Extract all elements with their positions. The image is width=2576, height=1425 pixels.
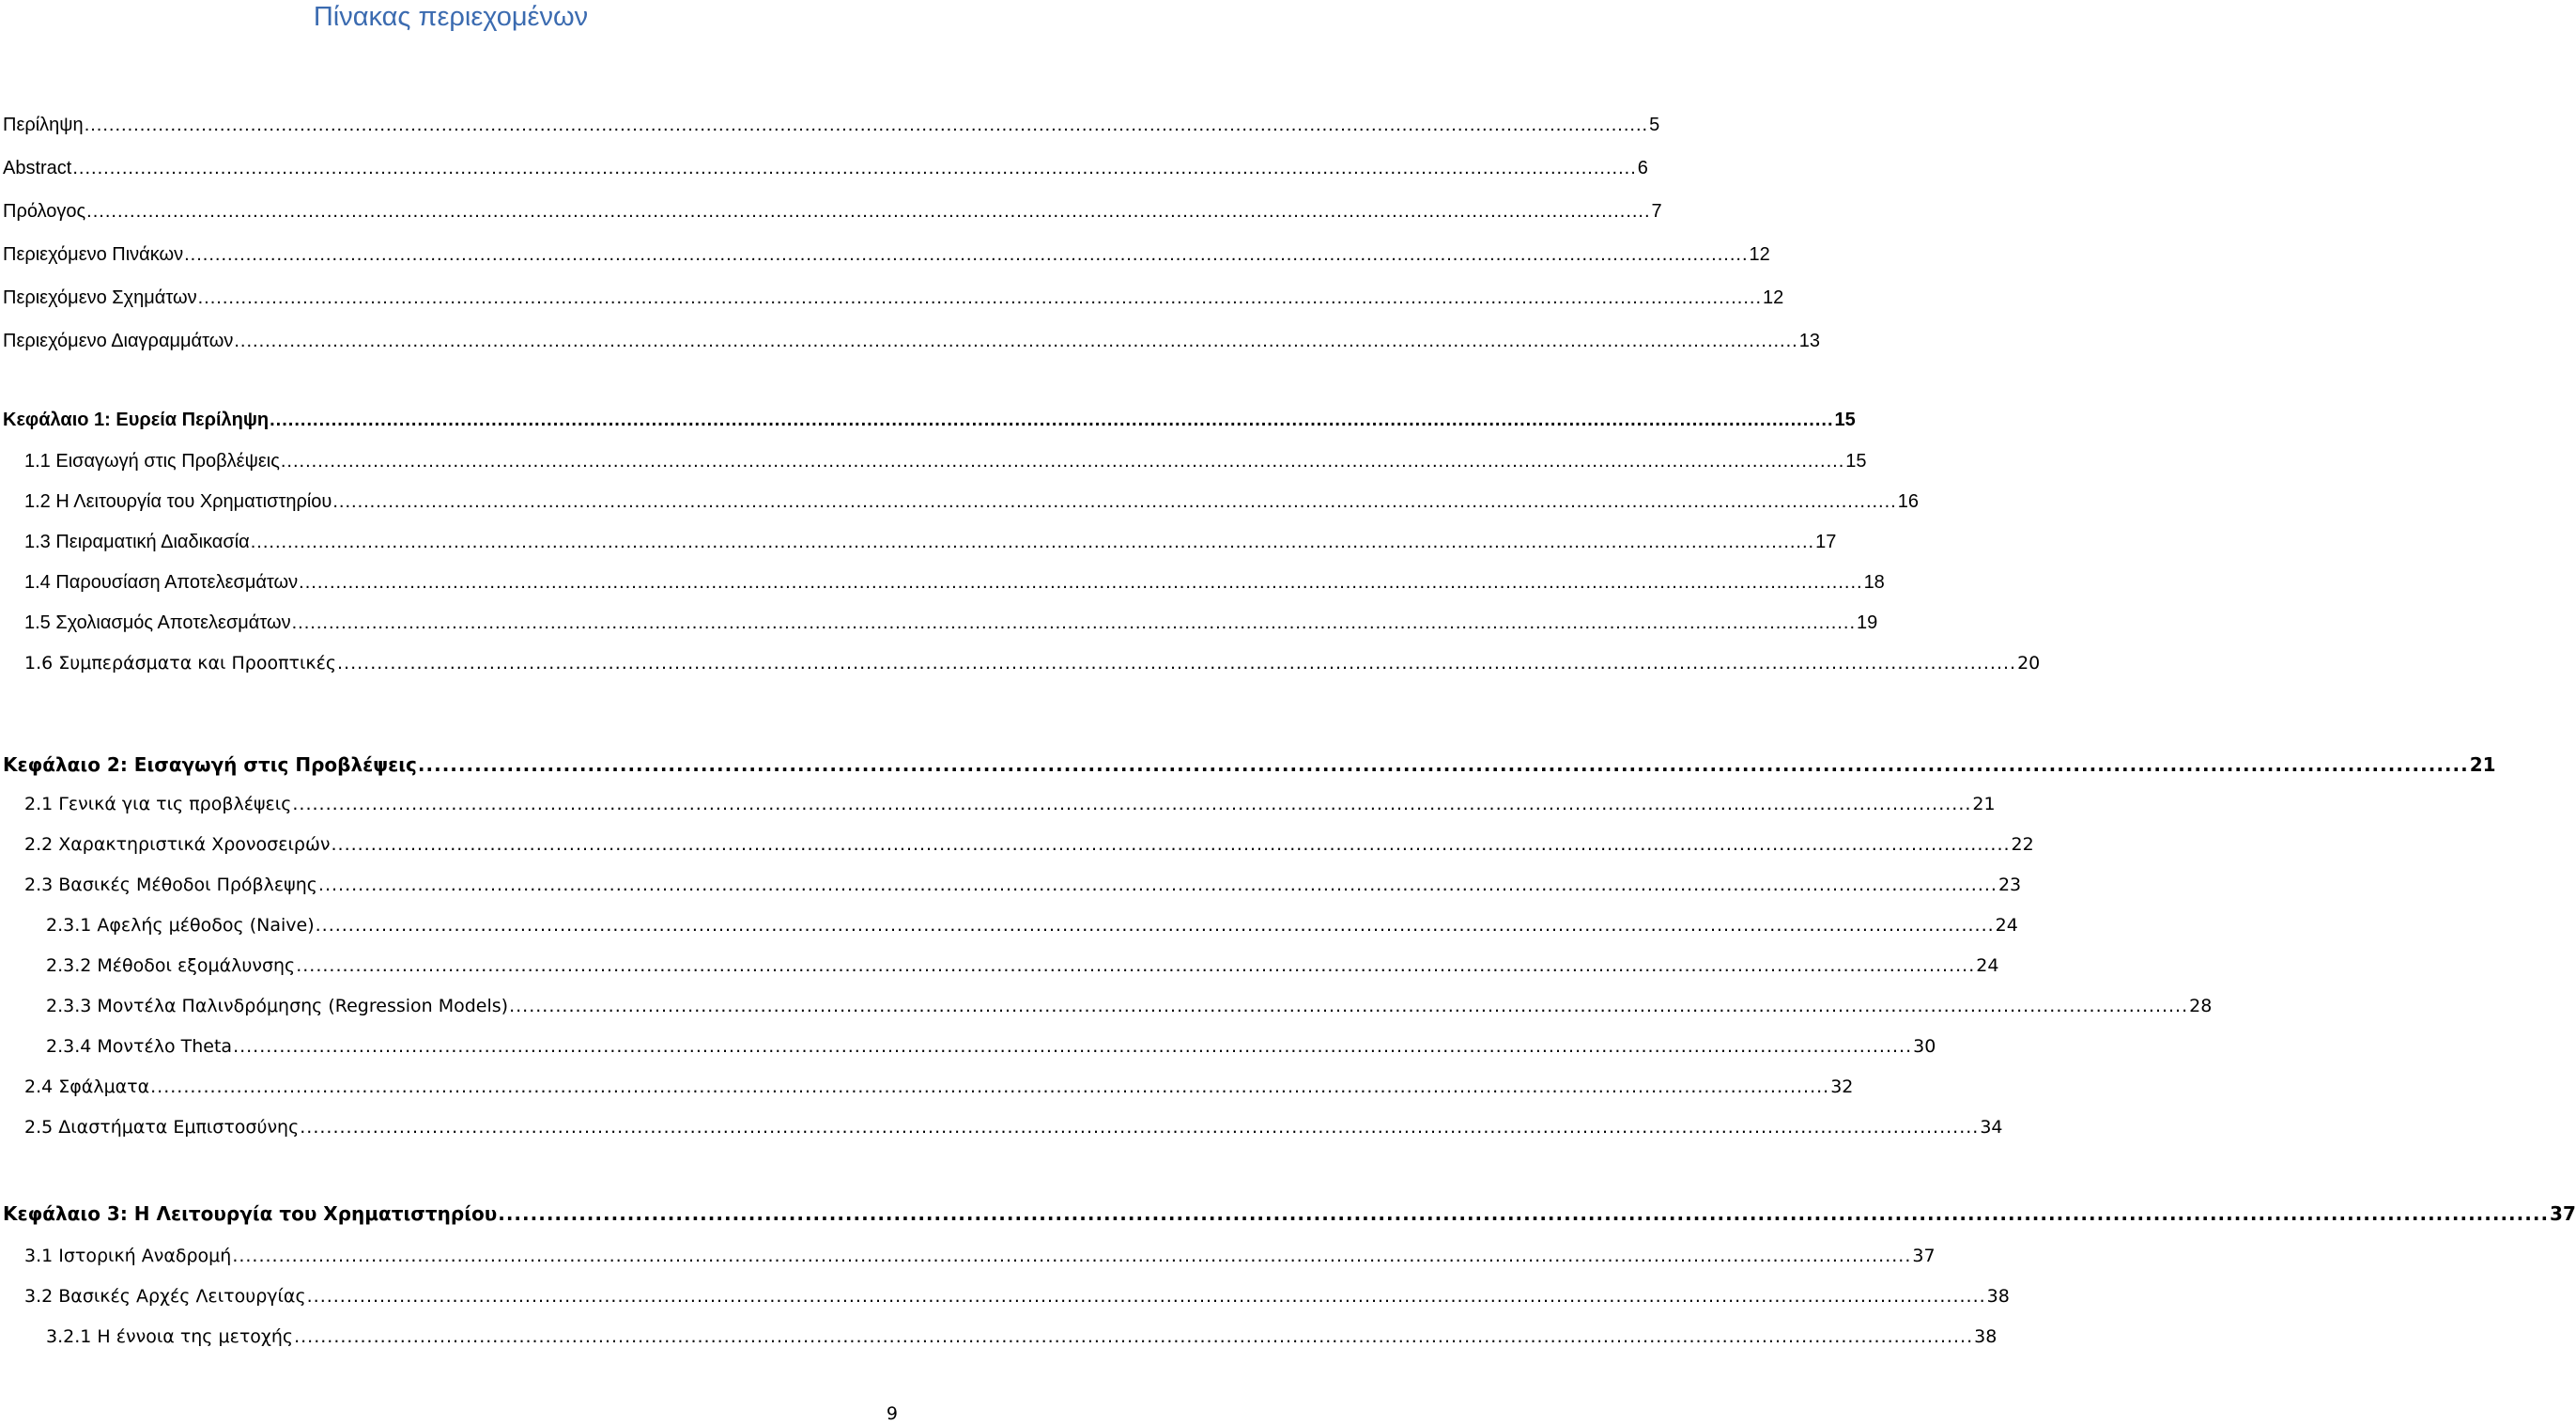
toc-entry-2-3-4[interactable] [0, 1036, 1936, 1064]
toc-leader [233, 1036, 1912, 1057]
toc-entry-label: 1.3 Πειραματική Διαδικασία [24, 532, 250, 552]
toc-leader [307, 1286, 1986, 1307]
toc-entry-1-3[interactable] [0, 532, 1837, 560]
toc-leader [418, 753, 2469, 776]
toc-leader [281, 451, 1844, 472]
toc-entry-2-2[interactable] [0, 834, 2034, 862]
toc-entry-figures[interactable] [0, 287, 1784, 316]
toc-entry-label: 2.3.2 Μέθοδοι εξομάλυνσης [46, 955, 296, 976]
toc-leader [251, 532, 1814, 553]
toc-entry-3-2[interactable] [0, 1286, 2010, 1314]
toc-entry-page: 38 [1986, 1286, 2010, 1307]
toc-leader [296, 955, 1975, 976]
toc-entry-page: 24 [1995, 915, 2018, 936]
toc-leader [316, 915, 1995, 936]
toc-entry-label: Περίληψη [3, 115, 84, 135]
toc-entry-page: 38 [1974, 1326, 1998, 1347]
toc-leader [337, 653, 2016, 674]
toc-entry-page: 21 [1972, 794, 1996, 814]
toc-entry-label: Abstract [3, 158, 72, 178]
toc-entry-page: 6 [1637, 158, 1648, 178]
toc-entry-page: 20 [2017, 653, 2041, 674]
toc-leader [150, 1076, 1829, 1097]
toc-entry-label: 3.2.1 Η έννοια της μετοχής [46, 1326, 294, 1347]
toc-leader [318, 875, 1998, 895]
toc-entry-label: 1.2 Η Λειτουργία του Χρηματιστηρίου [24, 491, 332, 512]
toc-entry-label: Κεφάλαιο 3: Η Λειτουργία του Χρηματιστηρίου [3, 1202, 498, 1225]
toc-entry-page: 17 [1815, 532, 1837, 552]
toc-entry-1-5[interactable] [0, 612, 1878, 641]
toc-entry-prologos[interactable] [0, 201, 1662, 229]
toc-entry-page: 12 [1749, 244, 1770, 265]
toc-entry-label: 2.1 Γενικά για τις προβλέψεις [24, 794, 292, 814]
toc-entry-page: 15 [1834, 410, 1856, 430]
toc-entry-page: 7 [1651, 201, 1662, 222]
toc-entry-label: 1.5 Σχολιασμός Αποτελεσμάτων [24, 612, 291, 633]
toc-leader [72, 158, 1636, 179]
toc-leader [294, 1326, 1973, 1347]
toc-entry-label: 3.2 Βασικές Αρχές Λειτουργίας [24, 1286, 306, 1307]
toc-leader [86, 201, 1650, 223]
toc-entry-page: 30 [1913, 1036, 1936, 1057]
toc-leader [234, 331, 1797, 352]
toc-entry-1-4[interactable] [0, 572, 1885, 600]
toc-leader [198, 287, 1762, 309]
toc-entry-label: Κεφάλαιο 1: Ευρεία Περίληψη [3, 410, 270, 430]
toc-entry-label: 1.4 Παρουσίαση Αποτελεσμάτων [24, 572, 299, 593]
toc-entry-page: 18 [1863, 572, 1885, 593]
toc-entry-page: 23 [1998, 875, 2022, 895]
toc-entry-label: Πρόλογος [3, 201, 86, 222]
toc-entry-2-3[interactable] [0, 875, 2022, 903]
toc-entry-page: 28 [2189, 996, 2213, 1016]
toc-entry-page: 32 [1830, 1076, 1854, 1097]
toc-entry-perilipsi[interactable] [0, 115, 1660, 143]
toc-entry-chapter-1[interactable] [0, 410, 1856, 438]
toc-entry-label: 1.6 Συμπεράσματα και Προοπτικές [24, 653, 337, 674]
toc-entry-label: Κεφάλαιο 2: Εισαγωγή στις Προβλέψεις [3, 753, 417, 776]
toc-leader [85, 115, 1648, 136]
toc-entry-page: 37 [2550, 1202, 2576, 1225]
toc-entry-page: 16 [1897, 491, 1919, 512]
toc-entry-label: Περιεχόμενο Σχημάτων [3, 287, 197, 308]
toc-entry-2-3-3[interactable] [0, 996, 2213, 1024]
toc-leader [232, 1246, 1911, 1266]
toc-entry-label: 2.3.3 Μοντέλα Παλινδρόμησης (Regression Models) [46, 996, 509, 1016]
toc-entry-page: 21 [2469, 753, 2496, 776]
toc-entry-3-1[interactable] [0, 1246, 1936, 1274]
toc-leader [332, 491, 1896, 513]
toc-entry-1-2[interactable] [0, 491, 1919, 519]
toc-entry-1-1[interactable] [0, 451, 1867, 479]
toc-leader [300, 1117, 1979, 1138]
toc-entry-page: 13 [1798, 331, 1820, 351]
toc-leader [299, 572, 1862, 594]
toc-entry-label: 2.5 Διαστήματα Εμπιστοσύνης [24, 1117, 300, 1138]
toc-entry-label: 2.2 Χαρακτηριστικά Χρονοσειρών [24, 834, 331, 855]
toc-entry-abstract[interactable] [0, 158, 1648, 186]
page-number: 9 [886, 1403, 898, 1424]
toc-leader [270, 410, 1833, 431]
toc-entry-2-4[interactable] [0, 1076, 1854, 1105]
toc-leader [292, 794, 1971, 814]
toc-entry-label: 2.3 Βασικές Μέθοδοι Πρόβλεψης [24, 875, 317, 895]
toc-entry-label: Περιεχόμενο Πινάκων [3, 244, 184, 265]
toc-entry-1-6[interactable] [0, 653, 2041, 681]
toc-entry-label: 3.1 Ιστορική Αναδρομή [24, 1246, 232, 1266]
toc-leader [184, 244, 1748, 266]
toc-entry-page: 19 [1857, 612, 1878, 633]
toc-entry-page: 22 [2011, 834, 2034, 855]
toc-entry-tables[interactable] [0, 244, 1770, 272]
toc-entry-2-3-2[interactable] [0, 955, 1999, 984]
toc-entry-label: 1.1 Εισαγωγή στις Προβλέψεις [24, 451, 280, 472]
toc-entry-2-1[interactable] [0, 794, 1996, 822]
toc-entry-page: 15 [1845, 451, 1867, 472]
toc-entry-label: 2.4 Σφάλματα [24, 1076, 150, 1097]
toc-entry-page: 5 [1649, 115, 1660, 135]
toc-entry-diagrams[interactable] [0, 331, 1820, 359]
toc-entry-3-2-1[interactable] [0, 1326, 1998, 1355]
toc-leader [292, 612, 1856, 634]
toc-entry-chapter-2[interactable] [0, 753, 2496, 782]
toc-leader [332, 834, 2011, 855]
toc-entry-2-5[interactable] [0, 1117, 2003, 1145]
toc-entry-label: 2.3.4 Μοντέλο Theta [46, 1036, 233, 1057]
toc-entry-page: 37 [1912, 1246, 1936, 1266]
toc-leader [509, 996, 2188, 1016]
toc-entry-page: 12 [1763, 287, 1784, 308]
toc-entry-label: 2.3.1 Αφελής μέθοδος (Naive) [46, 915, 315, 936]
toc-title: Πίνακας περιεχομένων [313, 2, 589, 32]
toc-entry-label: Περιεχόμενο Διαγραμμάτων [3, 331, 234, 351]
toc-entry-chapter-3[interactable] [0, 1202, 2576, 1231]
toc-entry-page: 34 [1980, 1117, 2003, 1138]
toc-entry-page: 24 [1976, 955, 1999, 976]
toc-entry-2-3-1[interactable] [0, 915, 2018, 943]
toc-leader [498, 1202, 2549, 1225]
